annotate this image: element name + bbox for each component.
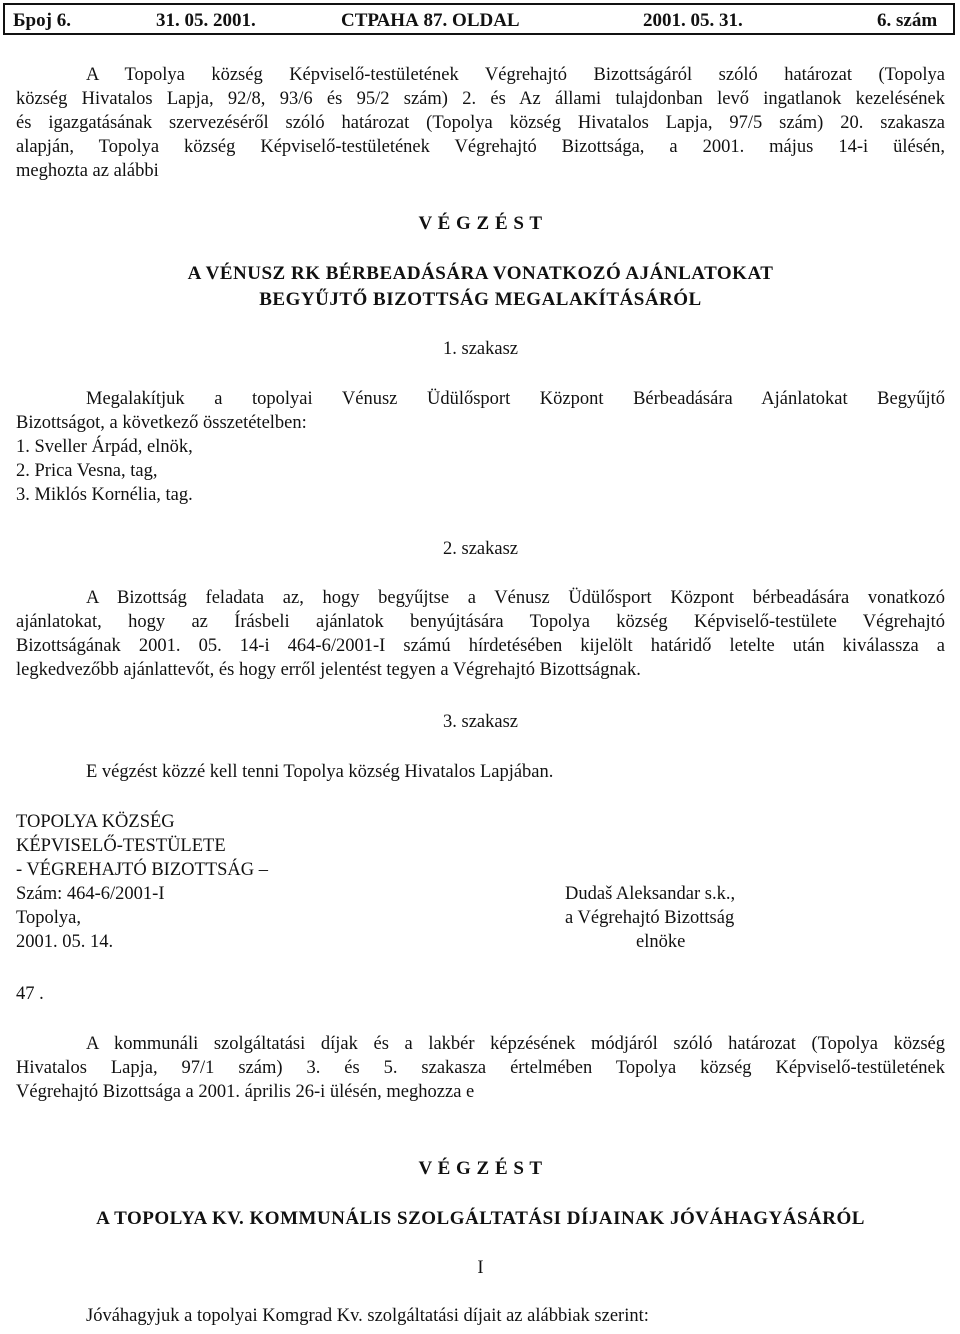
issue-number-serbian: Број 6.: [13, 10, 71, 31]
org-name-line: TOPOLYA KÖZSÉG: [16, 812, 175, 832]
body-line: Jóváhagyjuk a topolyai Komgrad Kv. szolgáltatási díjait az alábbiak szerint:: [86, 1306, 649, 1326]
section1-title: 1. szakasz: [443, 339, 518, 359]
intro-line: A Topolya község Képviselő-testületének Végrehajtó Bizottságáról szóló határozat (Topolya: [86, 65, 945, 85]
section3-text: [16, 760, 945, 784]
section2-line: legkedvezőbb ajánlattevőt, és hogy erről jelentést tegyen a Végrehajtó Bizottságnak.: [16, 660, 641, 680]
intro-line: A kommunáli szolgáltatási díjak és a lakbér képzésének módjáról szóló határozat (Topolya község: [86, 1034, 945, 1054]
signer-title: elnöke: [636, 932, 686, 952]
intro-line: meghozta az alábbi: [16, 161, 159, 181]
issue-number-hungarian: 6. szám: [877, 10, 938, 31]
member-item: 2. Prica Vesna, tag,: [16, 461, 158, 481]
decision2-heading: V É G Z É S T: [418, 1158, 543, 1179]
section3-title: 3. szakasz: [443, 712, 518, 732]
part-title: I: [477, 1258, 484, 1278]
decision1-heading: V É G Z É S T: [418, 213, 543, 234]
page-number: СТРАНА 87. OLDAL: [341, 10, 520, 31]
org-name-line: KÉPVISELŐ-TESTÜLETE: [16, 836, 226, 856]
intro-line: és igazgatásának szervezéséről szóló határozat (Topolya község Hivatalos Lapja, 97/5 szám) 20. szakasza: [16, 113, 945, 133]
section2-line: Bizottságának 2001. 05. 14-i 464-6/2001-I számú hírdetésében kijelölt határidő letelte után kiválassza a: [16, 636, 945, 656]
signature-date: 2001. 05. 14.: [16, 932, 114, 952]
signature-block-left: [16, 810, 945, 954]
member-item: 3. Miklós Kornélia, tag.: [16, 485, 193, 505]
document-number: Szám: 464-6/2001-I: [16, 884, 165, 904]
section2-text: [16, 586, 945, 682]
section1-line: Bizottságot, a következő összetételben:: [16, 413, 307, 433]
decision1-subject-line1: A VÉNUSZ RK BÉRBEADÁSÁRA VONATKOZÓ AJÁNLATOKAT: [187, 263, 774, 284]
intro-line: alapján, Topolya község Képviselő-testületének Végrehajtó Bizottsága, a 2001. május 14-i ülésén,: [16, 137, 945, 157]
section2-title: 2. szakasz: [443, 539, 518, 559]
decision2-subject: A TOPOLYA KV. KOMMUNÁLIS SZOLGÁLTATÁSI DÍJAINAK JÓVÁHAGYÁSÁRÓL: [96, 1208, 865, 1229]
section1-line: Megalakítjuk a topolyai Vénusz Üdülősport Központ Bérbeadására Ajánlatokat Begyűjtő: [86, 389, 945, 409]
decision1-subject-line2: BEGYŰJTŐ BIZOTTSÁG MEGALAKÍTÁSÁRÓL: [259, 289, 702, 310]
member-item: 1. Sveller Árpád, elnök,: [16, 437, 193, 457]
date-serbian: 31. 05. 2001.: [156, 10, 256, 31]
intro-line: Hivatalos Lapja, 97/1 szám) 3. és 5. szakasza értelmében Topolya község Képviselő-testületének: [16, 1058, 945, 1078]
intro-line: Végrehajtó Bizottsága a 2001. április 26-i ülésén, meghozza e: [16, 1082, 475, 1102]
section2-line: A Bizottság feladata az, hogy begyűjtse a Vénusz Üdülősport Központ bérbeadására vonatkozó: [86, 588, 945, 608]
section3-line: E végzést közzé kell tenni Topolya község Hivatalos Lapjában.: [86, 762, 554, 782]
decision2-first-line: [16, 1304, 945, 1328]
intro-line: község Hivatalos Lapja, 92/8, 93/6 és 95/2 szám) 2. és Az állami tulajdonban levő ingatlanok kezelésének: [16, 89, 945, 109]
signer-name: Dudaš Aleksandar s.k.,: [565, 884, 736, 904]
decision1-intro: [16, 63, 945, 183]
decision2-intro: [16, 1032, 945, 1104]
page-header: [3, 3, 955, 35]
org-name-line: - VÉGREHAJTÓ BIZOTTSÁG –: [16, 860, 268, 880]
place: Topolya,: [16, 908, 81, 928]
section2-line: ajánlatokat, hogy az Írásbeli ajánlatok benyújtására Topolya község Képviselő-testülete Végrehajtó: [16, 612, 945, 632]
date-hungarian: 2001. 05. 31.: [643, 10, 743, 31]
decision2-number: 47 .: [16, 984, 44, 1004]
signer-title: a Végrehajtó Bizottság: [565, 908, 735, 928]
section1-text: [16, 387, 945, 507]
